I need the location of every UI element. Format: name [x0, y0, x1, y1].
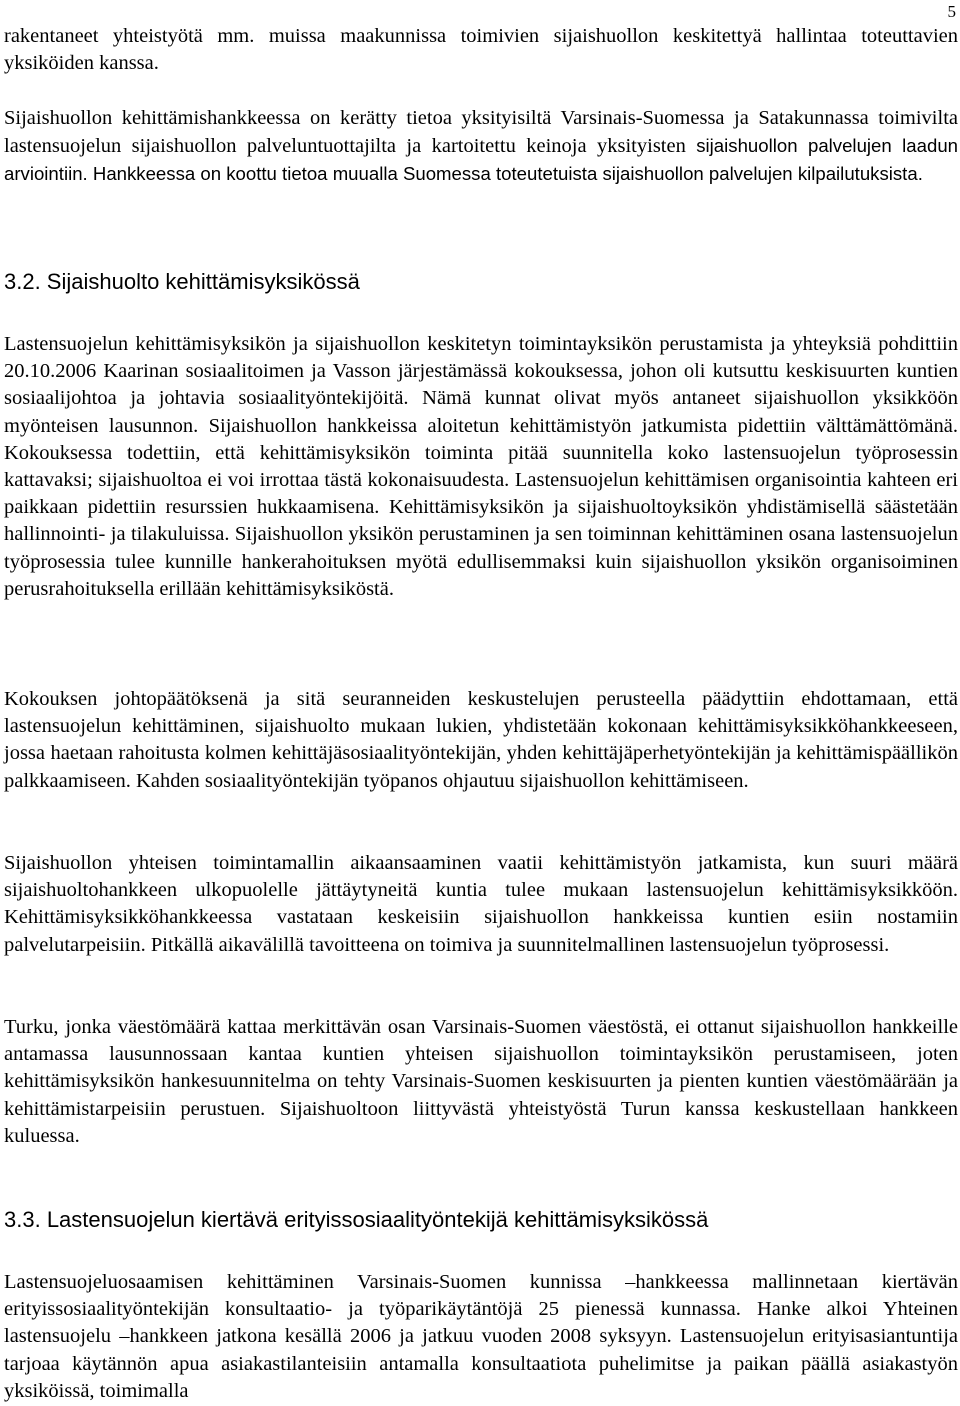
paragraph-32-d: Turku, jonka väestömäärä kattaa merkittävän osan Varsinais-Suomen väestöstä, ei ottanut sijaishuollon hankkeille antamassa lausunnossaan kantaa kuntien yhteisen sijaishuollon toimintayksikön perustamiseen, joten kehittämisyksikön hankesuunnitelma on tehty Varsinais-Suomen keskisuurten ja pienten kuntien väestömäärään ja kehittämistarpeisiin perustuen. Sijaishuoltoon liittyvästä yhteistyöstä Turun kanssa keskustellaan hankkeen kuluessa.: [4, 1016, 958, 1147]
paragraph-intro: rakentaneet yhteistyötä mm. muissa maakunnissa toimivien sijaishuollon keskitettyä hallintaa toteuttavien yksiköiden kanssa.: [4, 25, 958, 75]
paragraph-32-a: Lastensuojelun kehittämisyksikön ja sijaishuollon keskitetyn toimintayksikön perustamista ja yhteyksiä pohdittiin 20.10.2006 Kaarinan sosiaalitoimen ja Vasson järjestämässä kokouksessa, johon oli kutsuttu keskisuurten kuntien sosiaalijohtoa ja johtavia sosiaalityöntekijöitä. Nämä kunnat olivat myös antaneet sijaishuollon yksikköön myönteisen lausunnon. Sijaishuollon hankkeissa aloitetun kehittämistyön jatkumista pidettiin välttämättömänä. Kokouksessa todettiin, että kehittämisyksikön toiminta pitää suunnitella koko lastensuojelun työprosessin kattavaksi; sijaishuoltoa ei voi irrottaa tästä kokonaisuudesta. Lastensuojelun kehittämisen organisointia kahteen eri paikkaan pidettiin resurssien hukkaamisena. Kehittämisyksikön ja sijaishuoltoyksikön yhdistämisellä säästetään hallinnointi- ja tilakuluissa. Sijaishuollon yksikön perustaminen ja sen toiminnan kehittäminen osana lastensuojelun työprosessia tulee kunnille hankerahoituksen myötä edullisemmaksi kuin sijaishuollon yksikön organisoiminen perusrahoituksella erillään kehittämisyksiköstä.: [4, 333, 958, 600]
paragraph-32-c: Sijaishuollon yhteisen toimintamallin aikaansaaminen vaatii kehittämistyön jatkamista, kun suuri määrä sijaishuoltohankkeen ulkopuolelle jättäytyneitä kuntia tulee mukaan lastensuojelun kehittämisyksikköön. Kehittämisyksikköhankkeessa vastataan keskeisiin sijaishuollon hankkeissa kuntien esiin nostamiin palvelutarpeisiin. Pitkällä aikavälillä tavoitteena on toimiva ja suunnitelmallinen lastensuojelun työprosessi.: [4, 852, 958, 956]
paragraph-hanke-part2: Hankkeessa on koottu tietoa muualla Suomessa toteutetuista sijaishuollon palvelujen kilpailutuksista.: [87, 163, 923, 185]
paragraph-hanke: [4, 105, 958, 189]
section-heading-3-2: 3.2. Sijaishuolto kehittämisyksikössä: [4, 269, 360, 294]
paragraph-32-b: Kokouksen johtopäätöksenä ja sitä seuranneiden keskustelujen perusteella päädyttiin ehdottamaan, että lastensuojelun kehittäminen, sijaishuolto mukaan lukien, yhdistetään kokonaan kehittämisyksikköhankkeeseen, jossa haetaan rahoitusta kolmen kehittäjäsosiaalityöntekijän, yhden kehittäjäperhetyöntekijän ja kehittämispäällikön palkkaamiseen. Kahden sosiaalityöntekijän työpanos ohjautuu sijaishuollon kehittämiseen.: [4, 688, 958, 792]
section-heading-3-3: [4, 1206, 958, 1234]
paragraph-hanke-part1: Sijaishuollon kehittämishankkeessa on kerätty tietoa yksityisiltä Varsinais-Suomessa ja Satakunnassa toimivilta lastensuojelun sijaishuollon palveluntuottajilta ja kartoitettu keinoja yksityisten: [4, 107, 958, 158]
section-heading-3-3-number: 3.3.: [4, 1207, 41, 1232]
paragraph-33-a: Lastensuojeluosaamisen kehittäminen Varsinais-Suomen kunnissa –hankkeessa mallinnetaan kiertävän erityissosiaalityöntekijän konsultaatio- ja työparikäytäntöjä 25 pienessä kunnassa. Hanke alkoi Yhteinen lastensuojelu –hankkeen jatkona kesällä 2006 ja jatkuu vuoden 2008 syksyyn. Lastensuojelun erityisasiantuntija tarjoaa käytännön apua asiakastilanteisiin antamalla konsultaatiota puhelimitse ja paikan päällä asiakastyön yksiköissä, toimimalla: [4, 1271, 958, 1402]
page-number: 5: [947, 2, 956, 21]
paragraph-hanke-sans-part: sijaishuollon palvelujen laadun arviointiin.: [4, 135, 958, 185]
section-heading-3-3-text: Lastensuojelun kiertävä erityissosiaalityöntekijä kehittämisyksikössä: [40, 1207, 709, 1232]
